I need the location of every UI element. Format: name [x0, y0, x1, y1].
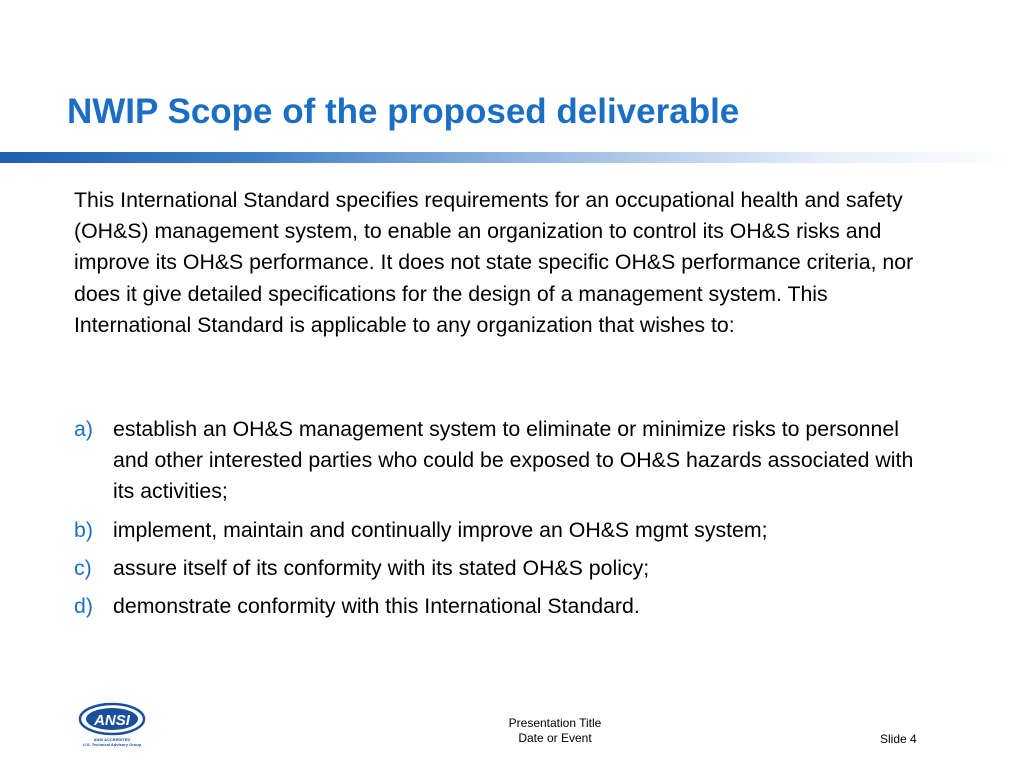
requirements-list [74, 414, 934, 629]
list-item [74, 553, 934, 584]
list-item [74, 414, 934, 508]
slide-title: NWIP Scope of the proposed deliverable [67, 92, 740, 131]
list-item-text: establish an OH&S management system to eliminate or minimize risks to personnel and other interested parties who could be exposed to OH&S hazards associated with its activities; [113, 417, 914, 504]
list-item-text: implement, maintain and continually improve an OH&S mgmt system; [113, 517, 768, 542]
list-marker: d) [74, 594, 93, 619]
footer-presentation-title: Presentation Title [508, 716, 602, 730]
list-item-text: demonstrate conformity with this International Standard. [113, 594, 640, 619]
intro-paragraph: This International Standard specifies requirements for an occupational health and safety (OH&S) management system, to enable an organization to control its OH&S risks and improve its OH&S performance. It does not state specific OH&S performance criteria, nor does it give detailed specifications for the design of a management system. This International Standard is applicable to any organization that wishes to: [74, 188, 914, 337]
list-item-text: assure itself of its conformity with its stated OH&S policy; [113, 555, 650, 580]
list-item [74, 591, 934, 622]
footer-date-or-event: Date or Event [518, 731, 592, 745]
list-marker: a) [74, 417, 93, 441]
ansi-logo-text: ANSI [94, 712, 130, 729]
list-marker: b) [74, 517, 93, 542]
ansi-logo-caption-line-2: U.S. Technical Advisory Group [82, 742, 142, 747]
list-item [74, 515, 934, 546]
footer-center [455, 716, 655, 746]
list-marker: c) [74, 555, 92, 580]
title-underline-bar [0, 152, 1024, 163]
ansi-logo-caption-line-1: ANSI ACCREDITED [93, 737, 131, 742]
ansi-logo-caption [72, 737, 152, 747]
slide-number: Slide 4 [880, 732, 917, 746]
